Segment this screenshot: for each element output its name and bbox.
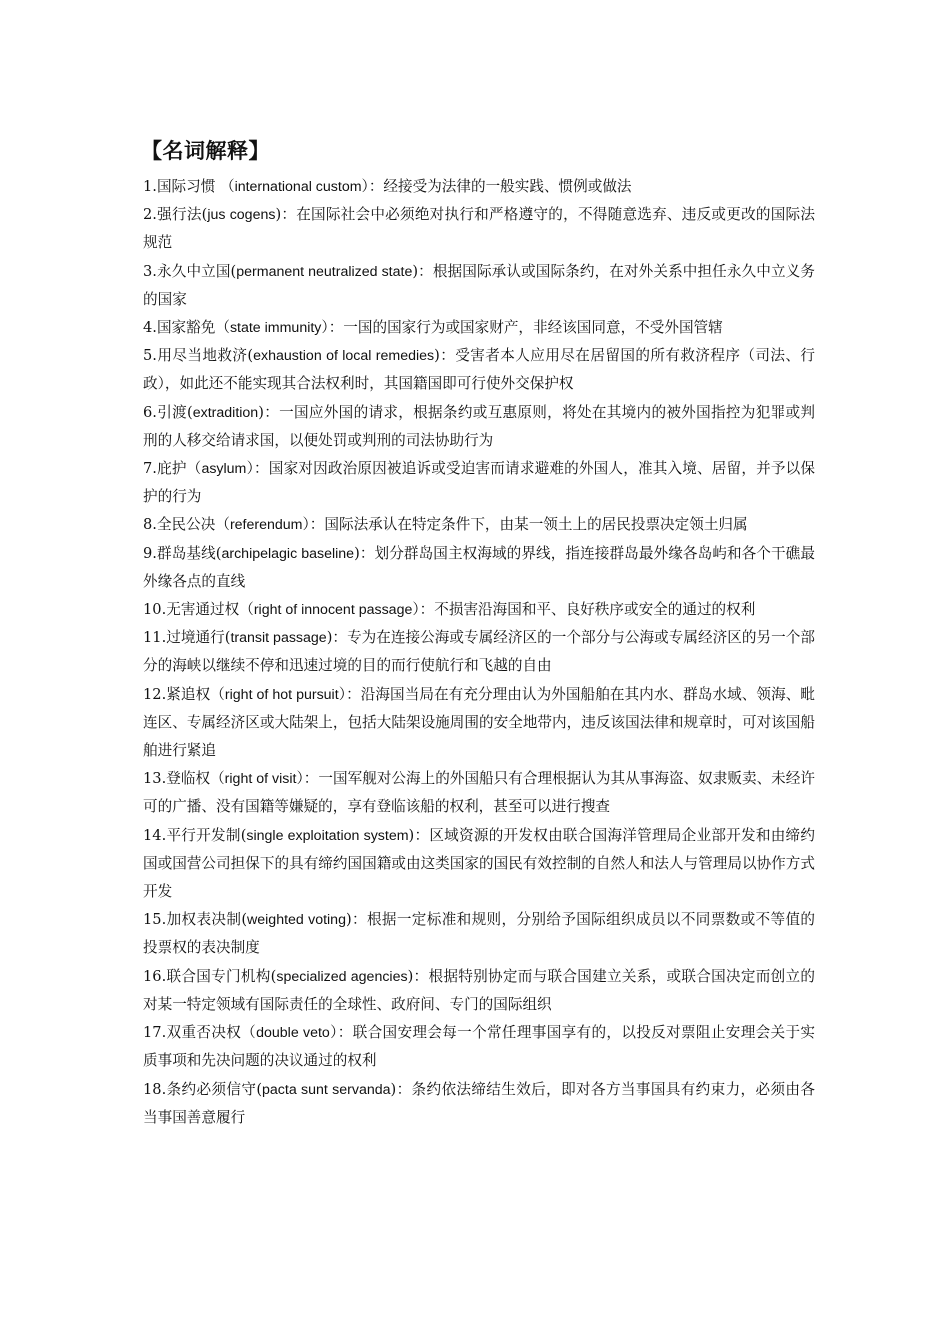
glossary-entry [143,1019,815,1075]
entry-open-paren: （ [215,319,230,337]
entry-open-paren: ( [215,544,222,562]
entry-definition: 受害者本人应用尽在居留国的所有救济程序（司法、行政），如此还不能实现其合法权利时，其国籍国即可行使外交保护权 [143,347,815,393]
glossary-entry [143,765,815,821]
entry-latin-term: weighted voting [247,912,346,929]
entry-definition: 在国际社会中必须绝对执行和严格遵守的，不得随意选弃、违反或更改的国际法规范 [143,206,815,252]
entry-close-paren: ）： [412,601,435,619]
entry-term: 全民公决 [156,516,216,534]
entry-definition: 一国军舰对公海上的外国船只有合理根据认为其从事海盗、奴隶贩卖、未经许可的广播、没有国籍等嫌疑的，享有登临该船的权利，甚至可以进行搜查 [143,770,815,816]
glossary-entry [143,681,815,766]
entry-term: 加权表决制 [166,911,242,929]
entry-close-paren: ）： [296,770,319,788]
entry-number: 18. [143,1080,167,1098]
entry-open-paren: ( [247,347,254,365]
entry-term: 强行法 [156,206,202,224]
glossary-entry [143,906,815,962]
entry-definition: 一国的国家行为或国家财产，非经该国同意，不受外国管辖 [343,319,723,337]
entry-open-paren: ( [240,826,247,844]
document-page [143,136,815,1132]
entry-number: 11. [143,629,167,647]
entry-term: 条约必须信守 [166,1080,257,1098]
entry-term: 双重否决权 [166,1024,242,1042]
entry-close-paren: )： [326,629,348,647]
entry-term: 国家豁免 [156,319,216,337]
entry-definition: 联合国安理会每一个常任理事国享有的，以投反对票阻止安理会关于实质事项和先决问题的决议通过的权利 [143,1024,815,1070]
entry-open-paren: ( [187,403,193,421]
entry-number: 14. [143,826,167,844]
entry-close-paren: )： [275,206,297,224]
entry-latin-term: right of hot pursuit [224,686,339,703]
entry-term: 庇护 [156,460,187,478]
entry-number: 16. [143,967,167,985]
glossary-entry [143,455,815,511]
entry-definition: 一国应外国的请求，根据条约或互惠原则，将处在其境内的被外国指控为犯罪或判刑的人移交给请求国，以便处罚或判刑的司法协助行为 [143,403,815,449]
entry-term: 过境通行 [166,629,225,647]
entry-term: 引渡 [156,403,188,421]
entry-open-paren: ( [256,1080,263,1098]
entry-close-paren: )： [354,544,375,562]
glossary-entry [143,596,815,624]
entry-open-paren: （ [241,1024,257,1042]
entry-number: 12. [143,685,167,703]
glossary-entry [143,511,815,539]
entry-latin-term: specialized agencies [276,968,408,985]
entry-definition: 根据特别协定而与联合国建立关系，或联合国决定而创立的对某一特定领域有国际责任的全球性、政府间、专门的国际组织 [143,967,815,1013]
entry-close-paren: )： [345,911,367,929]
entry-latin-term: double veto [256,1025,330,1042]
entry-latin-term: right of visit [224,771,297,788]
entry-latin-term: jus cogens [207,207,276,224]
glossary-list [143,173,815,1132]
entry-close-paren: )： [412,262,433,280]
entry-open-paren: ( [241,911,248,929]
entry-number: 17. [143,1024,167,1042]
entry-number: 3. [143,262,157,280]
entry-latin-term: extradition [192,404,259,421]
glossary-entry [143,822,815,907]
entry-open-paren: ( [201,206,208,224]
entry-number: 8. [143,516,157,534]
entry-number: 5. [143,347,157,365]
entry-number: 2. [143,206,157,224]
entry-number: 4. [143,319,157,337]
entry-definition: 根据国际承认或国际条约，在对外关系中担任永久中立义务的国家 [143,262,815,308]
entry-definition: 区域资源的开发权由联合国海洋管理局企业部开发和由缔约国或国营公司担保下的具有缔约国国籍或由这类国家的国民有效控制的自然人和法人与管理局以协作方式开发 [143,826,815,901]
entry-term: 联合国专门机构 [166,967,271,985]
section-heading: 【名词解释】 [141,139,270,163]
entry-close-paren: ）： [361,178,384,195]
entry-latin-term: single exploitation system [246,827,409,844]
entry-latin-term: exhaustion of local remedies [253,348,435,365]
entry-latin-term: transit passage [230,630,327,647]
entry-close-paren: ）： [302,516,325,534]
entry-definition: 不损害沿海国和平、良好秩序或安全的通过的权利 [434,601,756,619]
entry-latin-term: referendum [229,517,303,534]
entry-close-paren: ）： [338,685,361,703]
entry-close-paren: ）： [321,319,344,337]
entry-term: 登临权 [166,770,211,788]
glossary-entry [143,342,815,398]
glossary-entry [143,963,815,1019]
entry-close-paren: )： [407,967,429,985]
entry-open-paren: ( [230,262,237,280]
entry-definition: 国家对因政治原因被追诉或受迫害而请求避难的外国人，准其入境、居留，并予以保护的行为 [143,460,815,506]
entry-close-paren: ）： [246,460,269,478]
entry-definition: 条约依法缔结生效后，即对各方当事国具有约束力，必须由各当事国善意履行 [143,1080,815,1126]
entry-number: 10. [143,601,167,619]
entry-latin-term: asylum [201,461,247,478]
entry-open-paren: （ [210,770,225,788]
glossary-entry [143,624,815,680]
entry-term: 平行开发制 [166,826,241,844]
entry-latin-term: international custom [234,179,362,195]
entry-close-paren: ）： [329,1024,353,1042]
entry-term: 国际习惯 [156,178,216,195]
entry-number: 1. [143,178,157,195]
entry-open-paren: （ [210,685,225,703]
glossary-entry [143,1076,815,1132]
entry-number: 6. [143,403,157,421]
glossary-entry [143,540,815,596]
entry-open-paren: ( [224,629,231,647]
entry-definition: 经接受为法律的一般实践、惯例或做法 [383,178,632,195]
entry-number: 15. [143,911,167,929]
entry-definition: 根据一定标准和规则，分别给予国际组织成员以不同票数或不等值的投票权的表决制度 [143,911,815,957]
entry-latin-term: permanent neutralized state [236,263,413,280]
entry-number: 13. [143,770,167,788]
entry-term: 用尽当地救济 [156,347,248,365]
entry-open-paren: ( [270,967,277,985]
entry-term: 无害通过权 [166,601,240,619]
glossary-entry [143,173,815,201]
entry-number: 7. [143,460,157,478]
entry-number: 9. [143,544,157,562]
entry-open-paren: （ [186,460,202,478]
entry-term: 紧追权 [166,685,211,703]
entry-definition: 沿海国当局在有充分理由认为外国船舶在其内水、群岛水域、领海、毗连区、专属经济区或大陆架上，包括大陆架设施周围的安全地带内，违反该国法律和规章时，可对该国船舶进行紧追 [143,685,815,760]
entry-term: 永久中立国 [156,262,231,280]
entry-open-paren: （ [215,516,230,534]
entry-close-paren: )： [390,1080,412,1098]
entry-definition: 国际法承认在特定条件下，由某一领土上的居民投票决定领土归属 [324,516,748,534]
entry-close-paren: )： [408,826,430,844]
glossary-entry [143,314,815,342]
entry-term: 群岛基线 [156,544,216,562]
entry-definition: 划分群岛国主权海域的界线，指连接群岛最外缘各岛屿和各个干礁最外缘各点的直线 [143,544,815,590]
entry-close-paren: )： [258,403,280,421]
glossary-entry [143,201,815,257]
entry-latin-term: pacta sunt servanda [262,1081,391,1098]
entry-close-paren: )： [434,347,456,365]
glossary-entry [143,399,815,455]
entry-open-paren: （ [215,178,235,195]
entry-latin-term: right of innocent passage [253,602,413,619]
entry-definition: 专为在连接公海或专属经济区的一个部分与公海或专属经济区的另一个部分的海峡以继续不停和迅速过境的目的而行使航行和飞越的自由 [143,629,815,675]
glossary-entry [143,258,815,314]
entry-latin-term: archipelagic baseline [221,545,355,562]
entry-open-paren: （ [239,601,254,619]
entry-latin-term: state immunity [229,320,322,337]
